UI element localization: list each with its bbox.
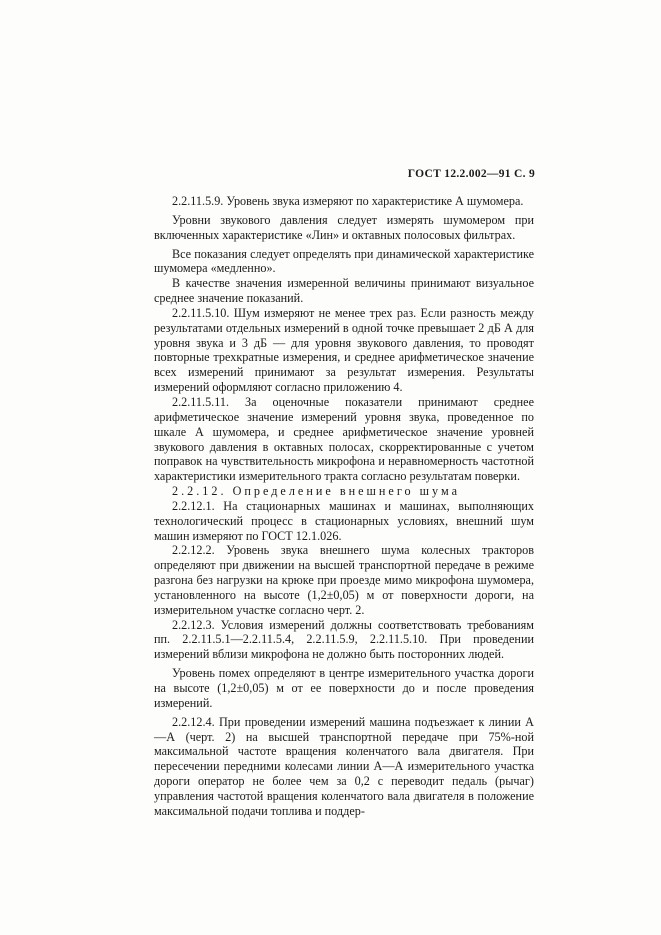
section-heading: 2.2.12. Определение внешнего шума [172, 484, 461, 499]
paragraph: Уровни звукового давления следует измерять шумомером при включенных характеристике «Лин» и октавных полосовых фильтрах. [154, 212, 534, 242]
paragraph: 2.2.11.5.9. Уровень звука измеряют по характеристике А шумомера. [172, 194, 524, 208]
paragraph: В качестве значения измеренной величины принимают визуальное среднее значение показаний. [154, 276, 534, 306]
paragraph: 2.2.12.4. При проведении измерений машина подъезжает к линии А—А (черт. 2) на высшей транспортной передаче при 75%-ной максимальной частоте вращения коленчатого вала двигателя. При пересечении передними колесами линии А—А измерительного участка дороги оператор не более чем за 0,2 с переводит педаль (рычаг) управления частотой вращения коленчатого вала двигателя в положение максимальной подачи топлива и поддер- [154, 714, 534, 818]
paragraph: 2.2.12.1. На стационарных машинах и машинах, выполняющих технологический процесс в стационарных условиях, внешний шум машин измеряют по ГОСТ 12.1.026. [154, 498, 534, 543]
paragraph: Все показания следует определять при динамической характеристике шумомера «медленно». [154, 246, 534, 276]
paragraph: 2.2.11.5.10. Шум измеряют не менее трех раз. Если разность между результатами отдельных измерений в одной точке превышает 2 дБ А для уровня звука и 3 дБ — для уровня звукового давления, то проводят повторные трехкратные измерения, и среднее арифметическое значение всех измерений принимают за результат измерения. Результаты измерений оформляют согласно приложению 4. [154, 305, 534, 395]
paragraph: 2.2.12.2. Уровень звука внешнего шума колесных тракторов определяют при движении на высшей транспортной передаче в режиме разгона без нагрузки на крюке при проезде мимо микрофона шумомера, установленного на высоте (1,2±0,05) м от поверхности дороги, на измерительном участке согласно черт. 2. [154, 543, 534, 617]
paragraph: Уровень помех определяют в центре измерительного участка дороги на высоте (1,2±0,05) м от ее поверхности до и после проведения измерений. [154, 666, 534, 710]
running-header: ГОСТ 12.2.002—91 С. 9 [407, 168, 535, 180]
body-text [154, 194, 534, 819]
paragraph: 2.2.11.5.11. За оценочные показатели принимают среднее арифметическое значение измерений уровня звука, проведенное по шкале А шумомера, и среднее арифметическое значение уровней звукового давления в октавных полосах, скорректированные с учетом поправок на чувствительность микрофона и неравномерность частотной характеристики измерительного тракта согласно результатам поверки. [154, 394, 534, 484]
paragraph: 2.2.12.3. Условия измерений должны соответствовать требованиям пп. 2.2.11.5.1—2.2.11.5.4, 2.2.11.5.9, 2.2.11.5.10. При проведении измерений вблизи микрофона не должно быть посторонних людей. [154, 617, 534, 662]
